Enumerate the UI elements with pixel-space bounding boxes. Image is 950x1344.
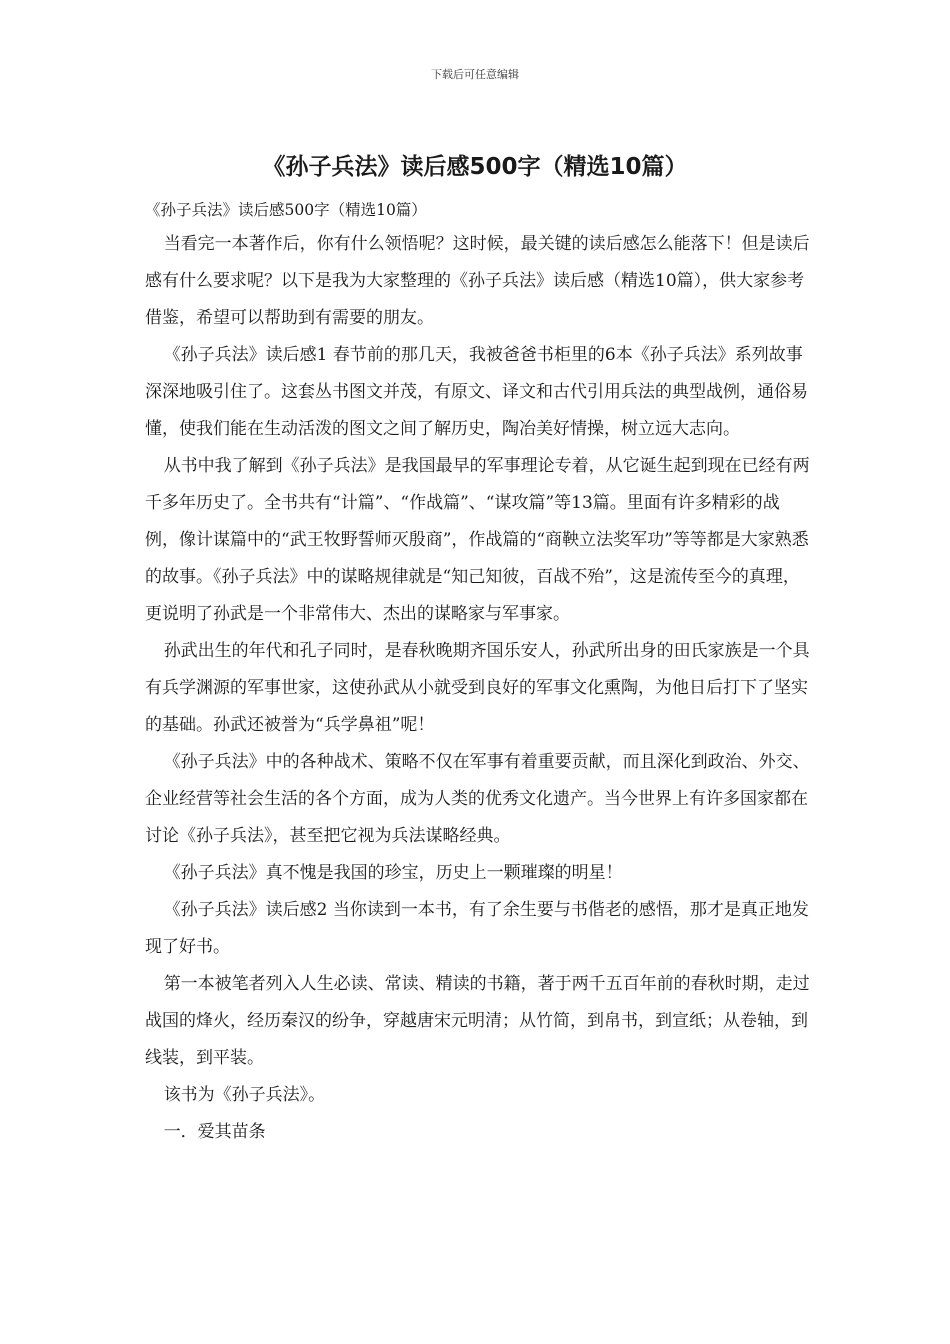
header-note: 下载后可任意编辑 — [431, 68, 519, 81]
paragraph: 第一本被笔者列入人生必读、常读、精读的书籍，著于两千五百年前的春秋时期，走过战国的烽火，经历秦汉的纷争，穿越唐宋元明清；从竹简，到帛书，到宣纸；从卷轴，到线装，到平装。 — [145, 974, 810, 1068]
paragraph: 当看完一本著作后，你有什么领悟呢？这时候，最关键的读后感怎么能落下！但是读后感有什么要求呢？以下是我为大家整理的《孙子兵法》读后感（精选10篇），供大家参考借鉴，希望可以帮助到有需要的朋友。 — [145, 234, 810, 328]
paragraph: 《孙子兵法》真不愧是我国的珍宝，历史上一颗璀璨的明星！ — [163, 863, 623, 883]
section-heading: 一．爱其苗条 — [163, 1122, 266, 1142]
paragraph: 《孙子兵法》中的各种战术、策略不仅在军事有着重要贡献，而且深化到政治、外交、企业经营等社会生活的各个方面，成为人类的优秀文化遗产。当今世界上有许多国家都在讨论《孙子兵法》，甚至把它视为兵法谋略经典。 — [145, 752, 810, 846]
document-title: 《孙子兵法》读后感500字（精选10篇） — [262, 154, 688, 180]
document-subtitle: 《孙子兵法》读后感500字（精选10篇） — [145, 201, 427, 219]
paragraph: 《孙子兵法》读后感2 当你读到一本书，有了余生要与书偕老的感悟，那才是真正地发现了好书。 — [145, 900, 809, 957]
document-body — [145, 198, 811, 1151]
paragraph: 该书为《孙子兵法》。 — [163, 1085, 326, 1105]
paragraph: 《孙子兵法》读后感1 春节前的那几天，我被爸爸书柜里的6本《孙子兵法》系列故事深深地吸引住了。这套丛书图文并茂，有原文、译文和古代引用兵法的典型战例，通俗易懂，使我们能在生动活泼的图文之间了解历史，陶冶美好情操，树立远大志向。 — [145, 345, 808, 439]
paragraph: 孙武出生的年代和孔子同时，是春秋晚期齐国乐安人，孙武所出身的田氏家族是一个具有兵学渊源的军事世家，这使孙武从小就受到良好的军事文化熏陶，为他日后打下了坚实的基础。孙武还被誉为“兵学鼻祖”呢！ — [145, 641, 810, 735]
paragraph: 从书中我了解到《孙子兵法》是我国最早的军事理论专着，从它诞生起到现在已经有两千多年历史了。全书共有“计篇”、“作战篇”、“谋攻篇”等13篇。里面有许多精彩的战例，像计谋篇中的“武王牧野誓师灭殷商”，作战篇的“商鞅立法奖军功”等等都是大家熟悉的故事。《孙子兵法》中的谋略规律就是“知己知彼，百战不殆”，这是流传至今的真理，更说明了孙武是一个非常伟大、杰出的谋略家与军事家。 — [145, 456, 810, 624]
